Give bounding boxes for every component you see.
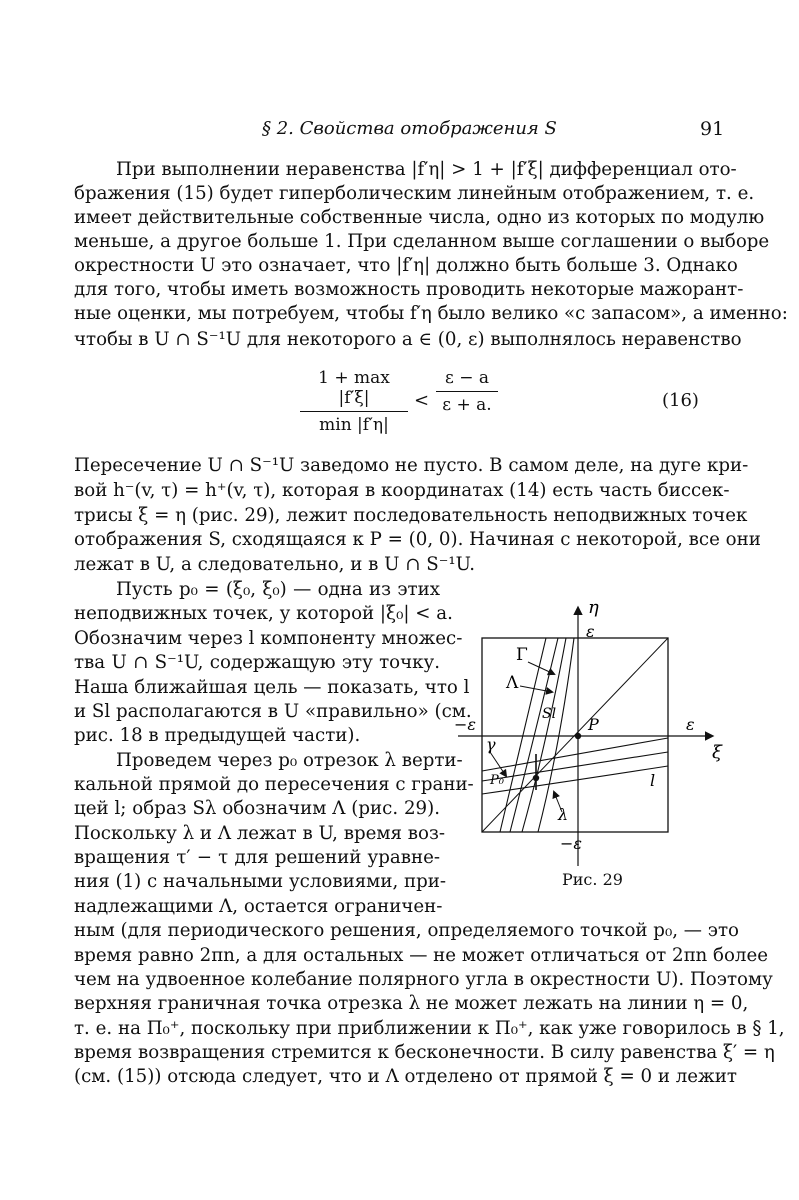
text-line: неподвижных точек, у которой |ξ₀| < a.	[74, 603, 453, 624]
text-line: Поскольку λ и Λ лежат в U, время воз-	[74, 823, 446, 844]
running-title: § 2. Свойства отображения S	[262, 118, 557, 139]
label-gamma-lower: γ	[486, 735, 496, 754]
text-line: отображения S, сходящаяся к P = (0, 0). Начиная с некоторой, все они	[74, 529, 761, 550]
point-p	[575, 733, 581, 739]
text-line: чем на удвоенное колебание полярного угла в окрестности U). Поэтому	[74, 969, 773, 990]
label-sl: Sl	[542, 706, 557, 722]
point-p0	[533, 775, 539, 781]
text-line: Обозначим через l компоненту множес-	[74, 628, 463, 649]
equation-right-fraction	[436, 368, 498, 415]
text-line: ния (1) с начальными условиями, при-	[74, 871, 447, 892]
label-xi: ξ	[712, 742, 722, 763]
equation-left-fraction	[300, 368, 408, 435]
text-line: лежат в U, а следовательно, и в U ∩ S⁻¹U.	[74, 554, 476, 575]
equation-right-denominator: ε + a.	[442, 395, 492, 415]
fraction-bar	[300, 411, 408, 412]
equation-right-numerator: ε − a	[445, 368, 489, 388]
label-neg-eps-left: −ε	[454, 715, 476, 734]
lambda-pointer	[520, 686, 552, 692]
label-eps-top: ε	[586, 622, 595, 641]
text-line: имеет действительные собственные числа, одно из которых по модулю	[74, 207, 765, 228]
text-line: кальной прямой до пересечения с грани-	[74, 774, 474, 795]
text-line: вой h⁻(v, τ) = h⁺(v, τ), которая в координатах (14) есть часть биссек-	[74, 480, 730, 501]
text-line: цей l; образ Sλ обозначим Λ (рис. 29).	[74, 798, 440, 819]
curve-gamma-upper	[510, 638, 558, 832]
label-gamma-upper: Γ	[516, 645, 528, 665]
label-p: P	[588, 715, 599, 734]
text-line: чтобы в U ∩ S⁻¹U для некоторого a ∈ (0, ε) выполнялось неравенство	[74, 329, 742, 350]
equation-number: (16)	[662, 390, 699, 411]
text-line: трисы ξ = η (рис. 29), лежит последовательность неподвижных точек	[74, 505, 748, 526]
text-line: и Sl располагаются в U «правильно» (см.	[74, 701, 472, 722]
figure-caption: Рис. 29	[562, 870, 623, 889]
equation-left-denominator: min |f′η|	[319, 415, 389, 435]
text-line: бражения (15) будет гиперболическим линейным отображением, т. е.	[74, 183, 755, 204]
label-eps-right: ε	[686, 715, 695, 734]
text-line: Пусть p₀ = (ξ₀, ξ₀) — одна из этих	[116, 579, 440, 600]
equation-left-numerator: 1 + max |f′ξ|	[318, 368, 390, 408]
text-line: ным (для периодического решения, определяемого точкой p₀, — это	[74, 920, 739, 941]
equation-relation: <	[414, 390, 430, 411]
text-line: т. е. на Π₀⁺, поскольку при приближении к Π₀⁺, как уже говорилось в § 1,	[74, 1018, 785, 1039]
label-p0: P₀	[490, 773, 504, 788]
text-line: Наша ближайшая цель — показать, что l	[74, 677, 470, 698]
text-line: для того, чтобы иметь возможность проводить некоторые мажорант-	[74, 279, 744, 300]
text-line: Пересечение U ∩ S⁻¹U заведомо не пусто. В самом деле, на дуге кри-	[74, 455, 749, 476]
text-line: тва U ∩ S⁻¹U, содержащую эту точку.	[74, 652, 440, 673]
text-line: При выполнении неравенства |f′η| > 1 + |f′ξ| дифференциал ото-	[116, 159, 737, 180]
text-line: меньше, а другое больше 1. При сделанном выше соглашении о выборе	[74, 231, 770, 252]
text-line: Проведем через p₀ отрезок λ верти-	[116, 750, 463, 771]
text-line: время возвращения стремится к бесконечности. В силу равенства ξ′ = η	[74, 1042, 775, 1063]
text-line: окрестности U это означает, что |f′η| должно быть больше 3. Однако	[74, 255, 738, 276]
fraction-bar	[436, 391, 498, 392]
gamma-pointer	[528, 662, 554, 674]
text-line: верхняя граничная точка отрезка λ не может лежать на линии η = 0,	[74, 993, 749, 1014]
text-line: время равно 2πn, а для остальных — не может отличаться от 2πn более	[74, 945, 769, 966]
label-eta: η	[588, 597, 599, 618]
equation-16	[300, 368, 730, 438]
label-neg-eps-bottom: −ε	[560, 834, 582, 853]
running-header	[0, 118, 799, 146]
text-line: рис. 18 в предыдущей части).	[74, 725, 361, 746]
text-line: надлежащими Λ, остается ограничен-	[74, 896, 443, 917]
label-lambda-upper: Λ	[506, 673, 519, 693]
label-lambda-lower: λ	[558, 805, 569, 824]
label-l: l	[650, 771, 656, 790]
curve-sl-right	[538, 638, 574, 832]
figure-29	[450, 596, 740, 896]
text-line: вращения τ′ − τ для решений уравне-	[74, 847, 440, 868]
text-line: ные оценки, мы потребуем, чтобы f′η было велико «с запасом», а именно:	[74, 303, 788, 324]
page-number: 91	[700, 118, 725, 140]
text-line: (см. (15)) отсюда следует, что и Λ отделено от прямой ξ = 0 и лежит	[74, 1066, 737, 1087]
